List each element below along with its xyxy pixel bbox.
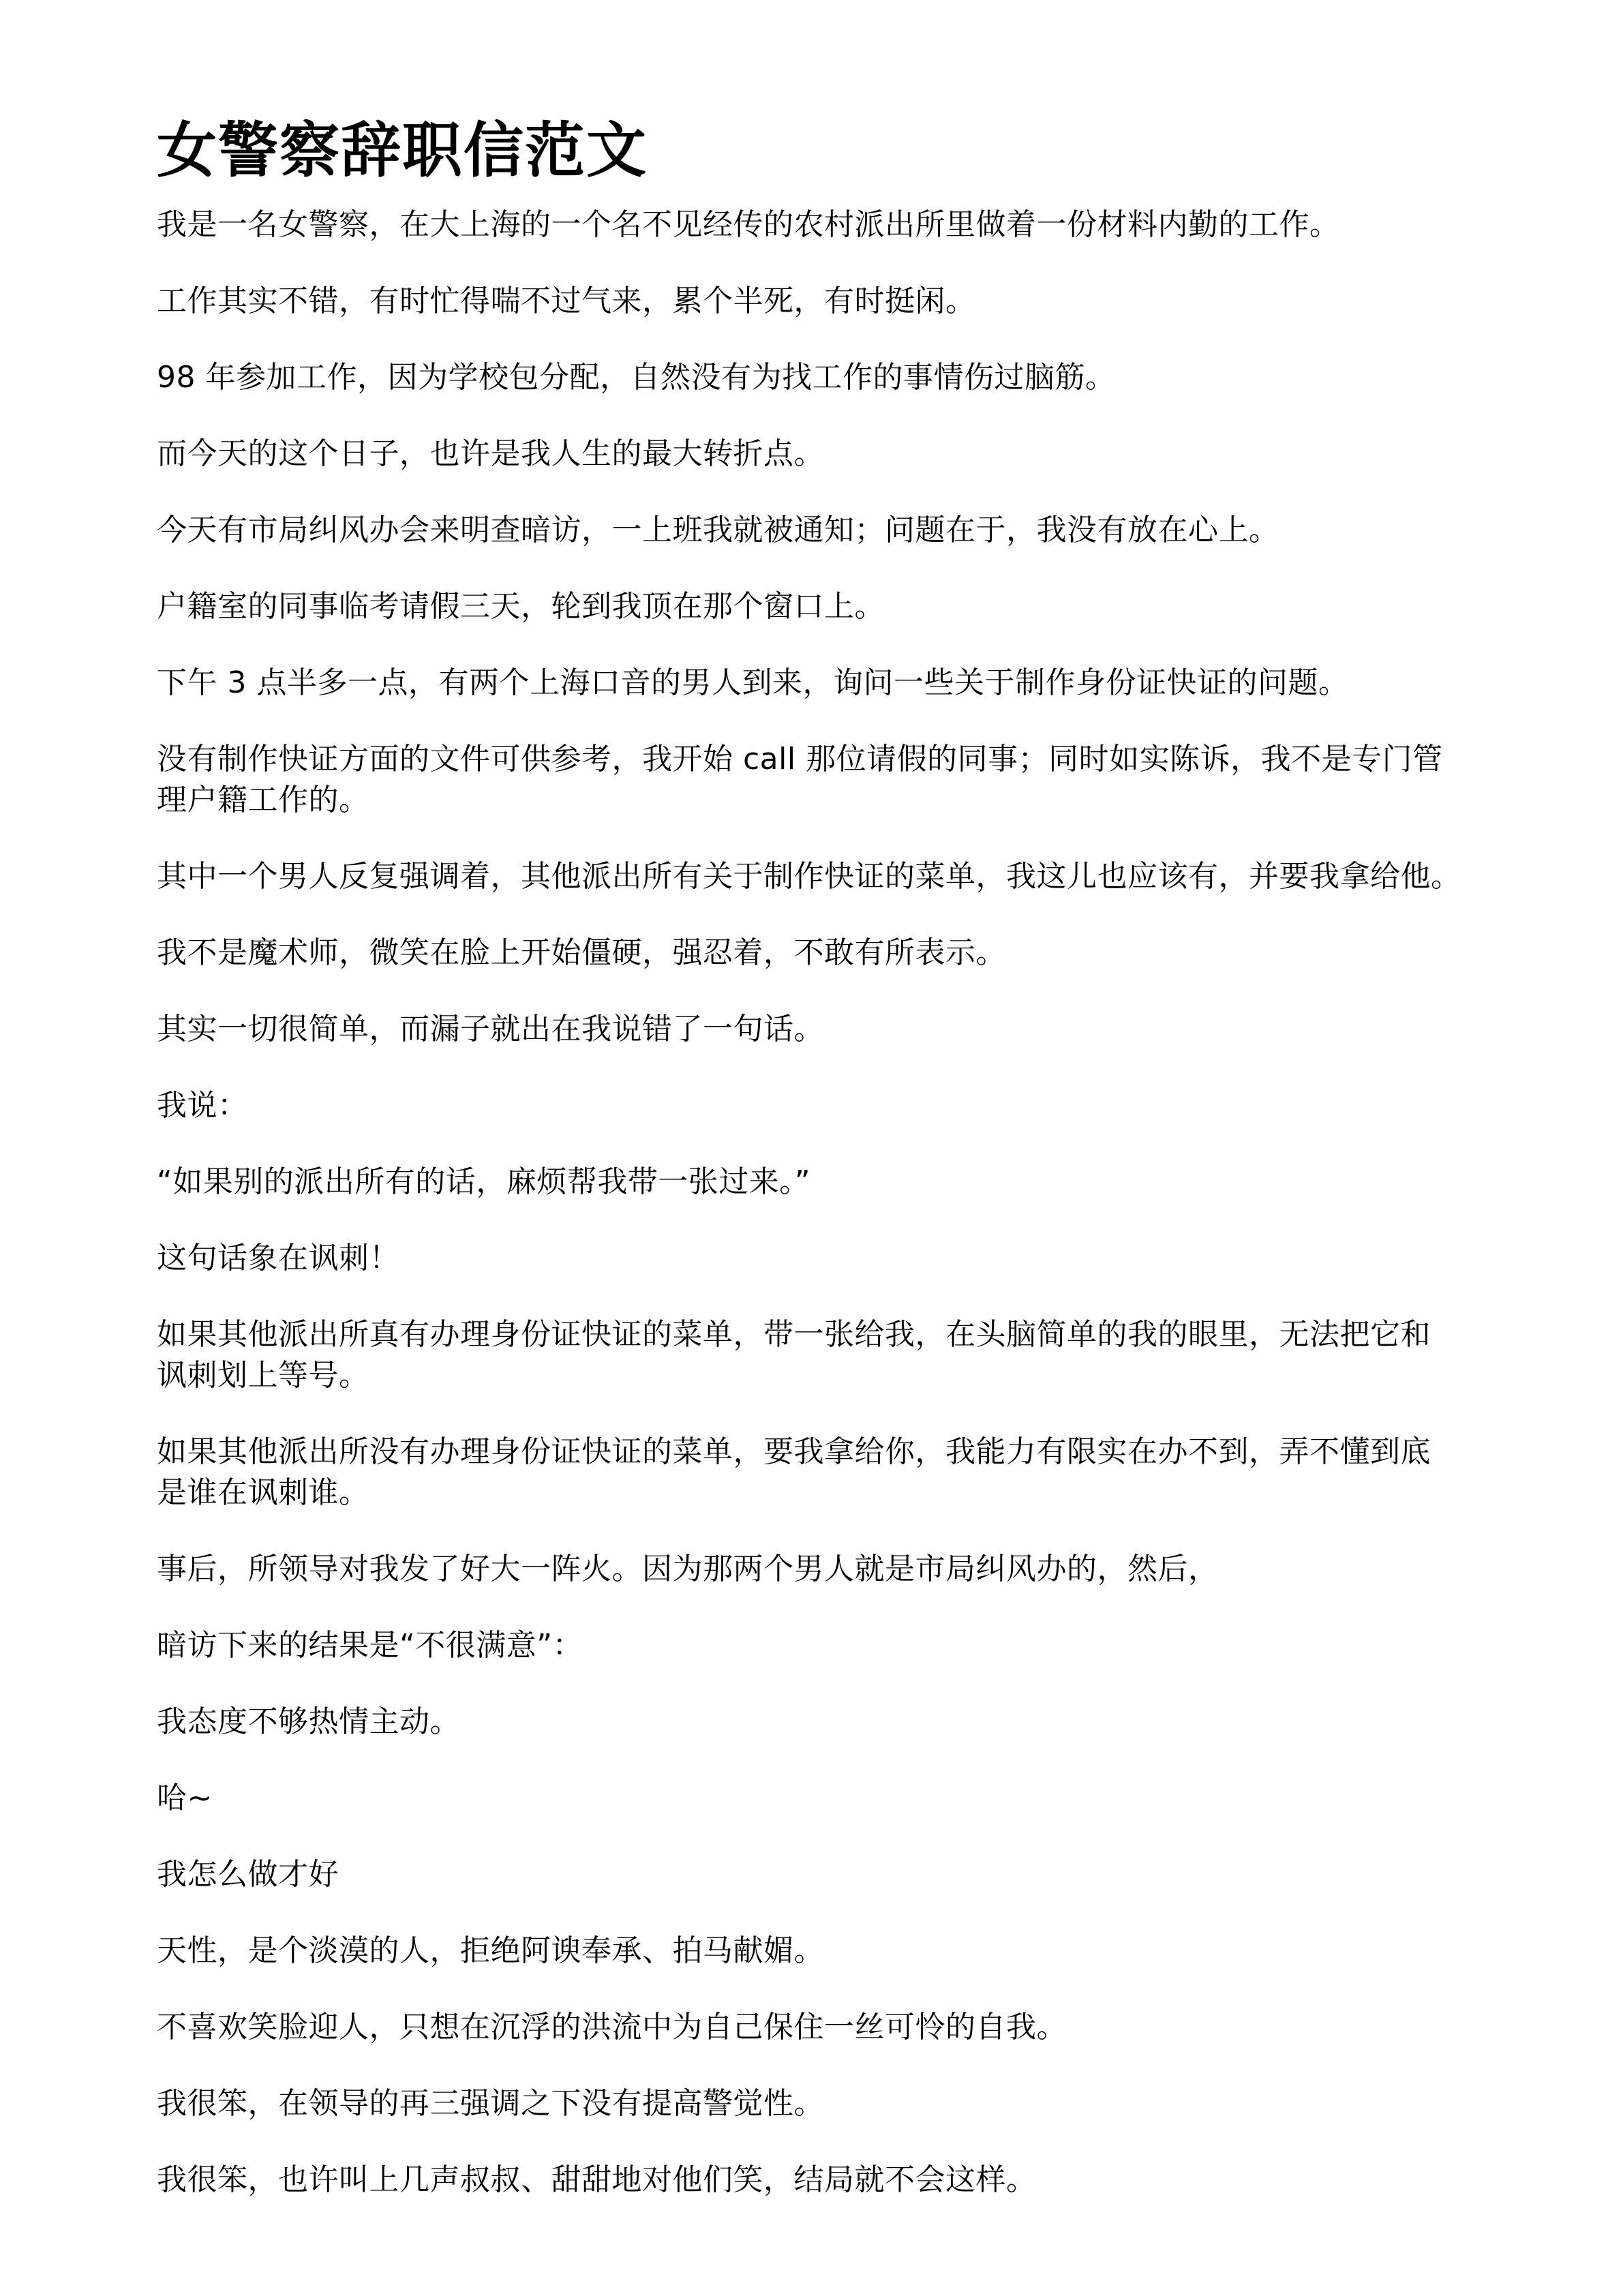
body-paragraph: 今天有市局纠风办会来明查暗访，一上班我就被通知；问题在于，我没有放在心上。 xyxy=(157,513,1279,547)
paragraph-line: 如果其他派出所没有办理身份证快证的菜单，要我拿给你，我能力有限实在办不到，弄不懂到底 xyxy=(157,1434,1431,1469)
paragraph-line: 是谁在讽刺谁。 xyxy=(157,1475,369,1510)
body-paragraph: 暗访下来的结果是“不很满意”： xyxy=(157,1628,583,1663)
body-paragraph: 天性，是个淡漠的人，拒绝阿谀奉承、拍马献媚。 xyxy=(157,1933,824,1968)
body-paragraph: “如果别的派出所有的话，麻烦帮我带一张过来。” xyxy=(157,1164,811,1199)
body-paragraph xyxy=(157,1314,1554,1396)
body-paragraph: 户籍室的同事临考请假三天，轮到我顶在那个窗口上。 xyxy=(157,589,885,624)
body-paragraph xyxy=(157,739,1554,821)
paragraph-line: 如果其他派出所真有办理身份证快证的菜单，带一张给我，在头脑简单的我的眼里，无法把它和 xyxy=(157,1317,1431,1352)
body-paragraph: 我说： xyxy=(157,1088,248,1123)
body-paragraph: 其实一切很简单，而漏子就出在我说错了一句话。 xyxy=(157,1012,824,1046)
body-paragraph: 我是一名女警察，在大上海的一个名不见经传的农村派出所里做着一份材料内勤的工作。 xyxy=(157,207,1340,242)
paragraph-line: 讽刺划上等号。 xyxy=(157,1358,369,1393)
body-paragraph: 不喜欢笑脸迎人，只想在沉浮的洪流中为自己保住一丝可怜的自我。 xyxy=(157,2010,1067,2044)
body-paragraph: 事后，所领导对我发了好大一阵火。因为那两个男人就是市局纠风办的，然后， xyxy=(157,1552,1219,1586)
body-paragraph: 而今天的这个日子，也许是我人生的最大转折点。 xyxy=(157,436,824,471)
body-paragraph: 其中一个男人反复强调着，其他派出所有关于制作快证的菜单，我这儿也应该有，并要我拿给他。 xyxy=(157,859,1461,894)
body-paragraph: 我态度不够热情主动。 xyxy=(157,1704,460,1739)
paragraph-line: 理户籍工作的。 xyxy=(157,783,369,817)
body-paragraph: 我不是魔术师，微笑在脸上开始僵硬，强忍着，不敢有所表示。 xyxy=(157,935,1006,970)
document-body xyxy=(157,205,1554,2236)
body-paragraph: 98 年参加工作，因为学校包分配，自然没有为找工作的事情伤过脑筋。 xyxy=(157,360,1116,395)
body-paragraph: 下午 3 点半多一点，有两个上海口音的男人到来，询问一些关于制作身份证快证的问题。 xyxy=(157,665,1349,700)
body-paragraph: 哈~ xyxy=(157,1781,213,1815)
document-title: 女警察辞职信范文 xyxy=(157,115,648,185)
body-paragraph: 工作其实不错，有时忙得喘不过气来，累个半死，有时挺闲。 xyxy=(157,284,976,318)
body-paragraph: 我很笨，在领导的再三强调之下没有提高警觉性。 xyxy=(157,2086,824,2121)
body-paragraph xyxy=(157,1432,1554,1513)
body-paragraph: 我很笨，也许叫上几声叔叔、甜甜地对他们笑，结局就不会这样。 xyxy=(157,2162,1037,2197)
paragraph-line: 没有制作快证方面的文件可供参考，我开始 call 那位请假的同事；同时如实陈诉，我不是专门管 xyxy=(157,742,1443,776)
body-paragraph: 这句话象在讽刺！ xyxy=(157,1241,399,1275)
body-paragraph: 我怎么做才好 xyxy=(157,1857,339,1892)
